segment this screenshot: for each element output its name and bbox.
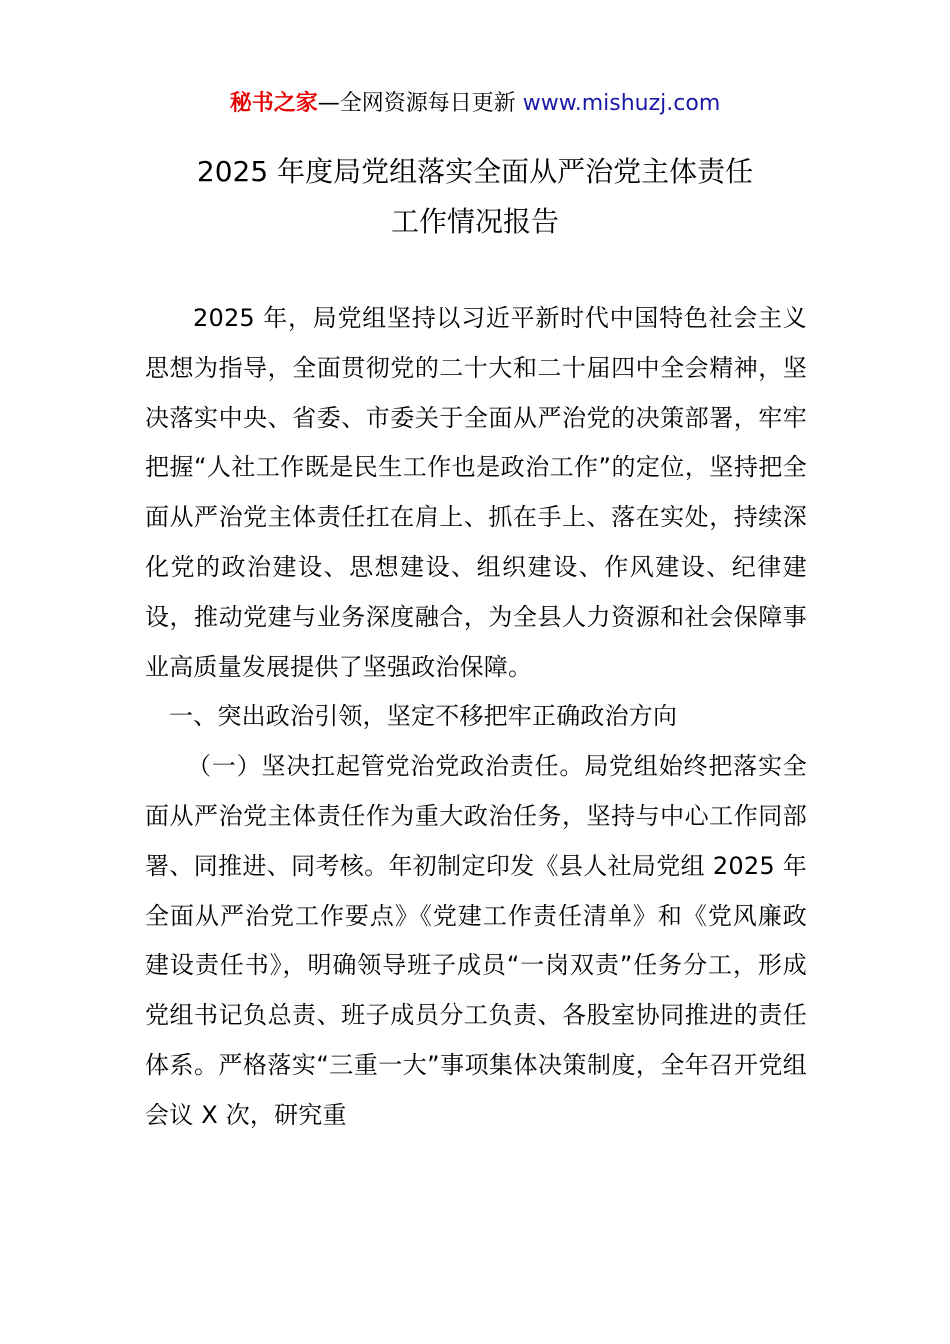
section-1-heading: 一、突出政治引领，坚定不移把牢正确政治方向 [169, 702, 678, 731]
document-title [0, 147, 950, 247]
section-1-1-paragraph: （一）坚决扛起管党治党政治责任。局党组始终把落实全面从严治党主体责任作为重大政治任务，坚持与中心工作同部署、同推进、同考核。年初制定印发《县人社局党组 2025 年全面从严治党工作要点》《党建工作责任清单》和《党风廉政建设责任书》，明确领导班子成员“一岗双责”任务分工，形成党组书记负总责、班子成员分工负责、各股室协同推进的责任体系。严格落实“三重一大”事项集体决策制度，全年召开党组会议 X 次，研究重 [145, 752, 807, 1129]
intro-paragraph: 2025 年，局党组坚持以习近平新时代中国特色社会主义思想为指导，全面贯彻党的二十大和二十届四中全会精神，坚决落实中央、省委、市委关于全面从严治党的决策部署，牢牢把握“人社工作既是民生工作也是政治工作”的定位，坚持把全面从严治党主体责任扛在肩上、抓在手上、落在实处，持续深化党的政治建设、思想建设、组织建设、作风建设、纪律建设，推动党建与业务深度融合，为全县人力资源和社会保障事业高质量发展提供了坚强政治保障。 [145, 304, 807, 681]
header-tagline: —全网资源每日更新 [317, 91, 523, 116]
title-line-2: 工作情况报告 [390, 205, 559, 238]
site-header [0, 88, 950, 120]
brand-name: 秘书之家 [229, 91, 318, 116]
site-url-link[interactable]: www.mishuzj.com [522, 91, 721, 116]
title-line-1: 2025 年度局党组落实全面从严治党主体责任 [196, 155, 754, 188]
document-body [145, 294, 807, 1141]
